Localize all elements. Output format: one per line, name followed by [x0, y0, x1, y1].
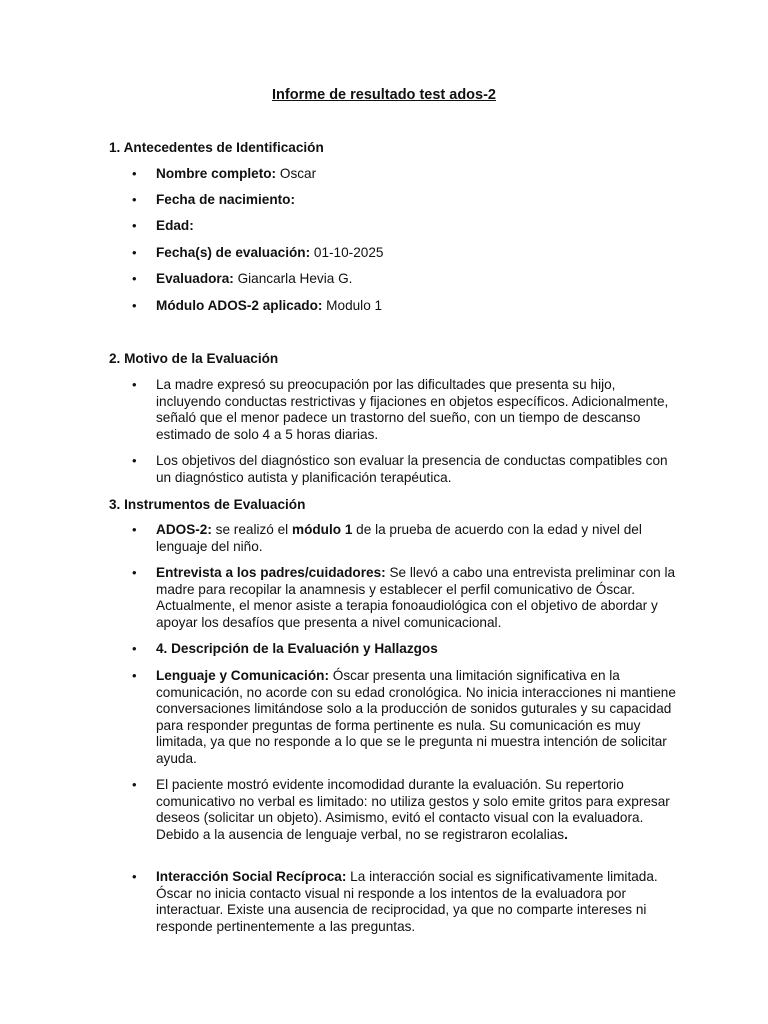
- document-title: Informe de resultado test ados-2: [272, 87, 496, 103]
- section-heading-identificacion: 1. Antecedentes de Identificación: [109, 140, 324, 155]
- field-label: Evaluadora:: [156, 271, 234, 286]
- field-value: Modulo 1: [322, 298, 383, 313]
- section-heading-instrumentos: 3. Instrumentos de Evaluación: [109, 497, 306, 512]
- field-label: Fecha de nacimiento:: [156, 192, 295, 207]
- list-item-fecha-evaluacion: [156, 245, 676, 262]
- field-value: 01-10-2025: [310, 245, 384, 260]
- item-text: de la prueba de acuerdo con la edad y nivel del lenguaje del niño.: [156, 522, 642, 554]
- item-label: Entrevista a los padres/cuidadores:: [156, 565, 386, 580]
- item-text: Se llevó a cabo una entrevista preliminar con la madre para recopilar la anamnesis y establecer el perfil comunicativo de Óscar. Actualmente, el menor asiste a terapia fonoaudiológica con el objetivo de abordar y apoyar los desafíos que presenta a nivel comunicacional.: [156, 565, 676, 630]
- item-text: Óscar presenta una limitación significativa en la comunicación, no acorde con su edad cronológica. No inicia interacciones ni mantiene conversaciones limitándose solo a la producción de sonidos guturales y su capacidad para responder preguntas de forma pertinente es nula. Su comunicación es muy limitada, ya que no responde a lo que se le pregunta ni muestra intención de solicitar ayuda.: [156, 668, 676, 766]
- item-label: Lenguaje y Comunicación:: [156, 668, 329, 683]
- list-item-heading-descripcion: [156, 641, 676, 658]
- field-value: Oscar: [276, 166, 317, 181]
- item-emphasis: módulo 1: [291, 522, 353, 537]
- item-text: se realizó el: [211, 522, 292, 537]
- list-item-interaccion: [156, 869, 676, 935]
- list-item-evaluadora: [156, 271, 676, 288]
- list-item-motivo-objetivos: • Los objetivos del diagnóstico son evaluar la presencia de conductas compatibles con un diagnóstico autista y planificación terapéutica.: [156, 453, 676, 486]
- list-item-nombre: [156, 166, 676, 183]
- list-item-modulo: [156, 298, 676, 315]
- item-label: Interacción Social Recíproca:: [156, 869, 347, 884]
- field-label: Fecha(s) de evaluación:: [156, 245, 311, 260]
- section-heading-motivo: 2. Motivo de la Evaluación: [109, 351, 279, 366]
- field-value: Giancarla Hevia G.: [233, 271, 353, 286]
- field-label: Nombre completo:: [156, 166, 277, 181]
- list-item-entrevista: [156, 565, 676, 631]
- list-item-motivo-madre: • La madre expresó su preocupación por las dificultades que presenta su hijo, incluyendo conductas restrictivas y fijaciones en objetos específicos. Adicionalmente, señaló que el menor padece un trastorno del sueño, con un tiempo de descanso estimado de solo 4 a 5 horas diarias.: [156, 377, 676, 443]
- item-text: El paciente mostró evidente incomodidad durante la evaluación. Su repertorio comunicativo no verbal es limitado: no utiliza gestos y solo emite gritos para expresar deseos (solicitar un objeto). Asimismo, evitó el contacto visual con la evaluadora. Debido a la ausencia de lenguaje verbal, no se registraron ecolalias: [156, 777, 670, 842]
- item-label: ADOS-2:: [156, 522, 212, 537]
- list-item-paciente: [156, 777, 676, 843]
- section-heading-descripcion: 4. Descripción de la Evaluación y Hallazgos: [156, 641, 438, 656]
- list-item-edad: [156, 218, 676, 235]
- list-item-lenguaje: [156, 668, 676, 767]
- list-item-fecha-nacimiento: [156, 192, 676, 209]
- list-item-ados: [156, 522, 676, 555]
- field-label: Módulo ADOS-2 aplicado:: [156, 298, 323, 313]
- item-text: La interacción social es significativamente limitada. Óscar no inicia contacto visual ni responde a los intentos de la evaluadora por interactuar. Existe una ausencia de reciprocidad, ya que no comparte intereses ni responde pertinentemente a las preguntas.: [156, 869, 658, 934]
- item-end: .: [564, 826, 568, 842]
- field-label: Edad:: [156, 218, 194, 233]
